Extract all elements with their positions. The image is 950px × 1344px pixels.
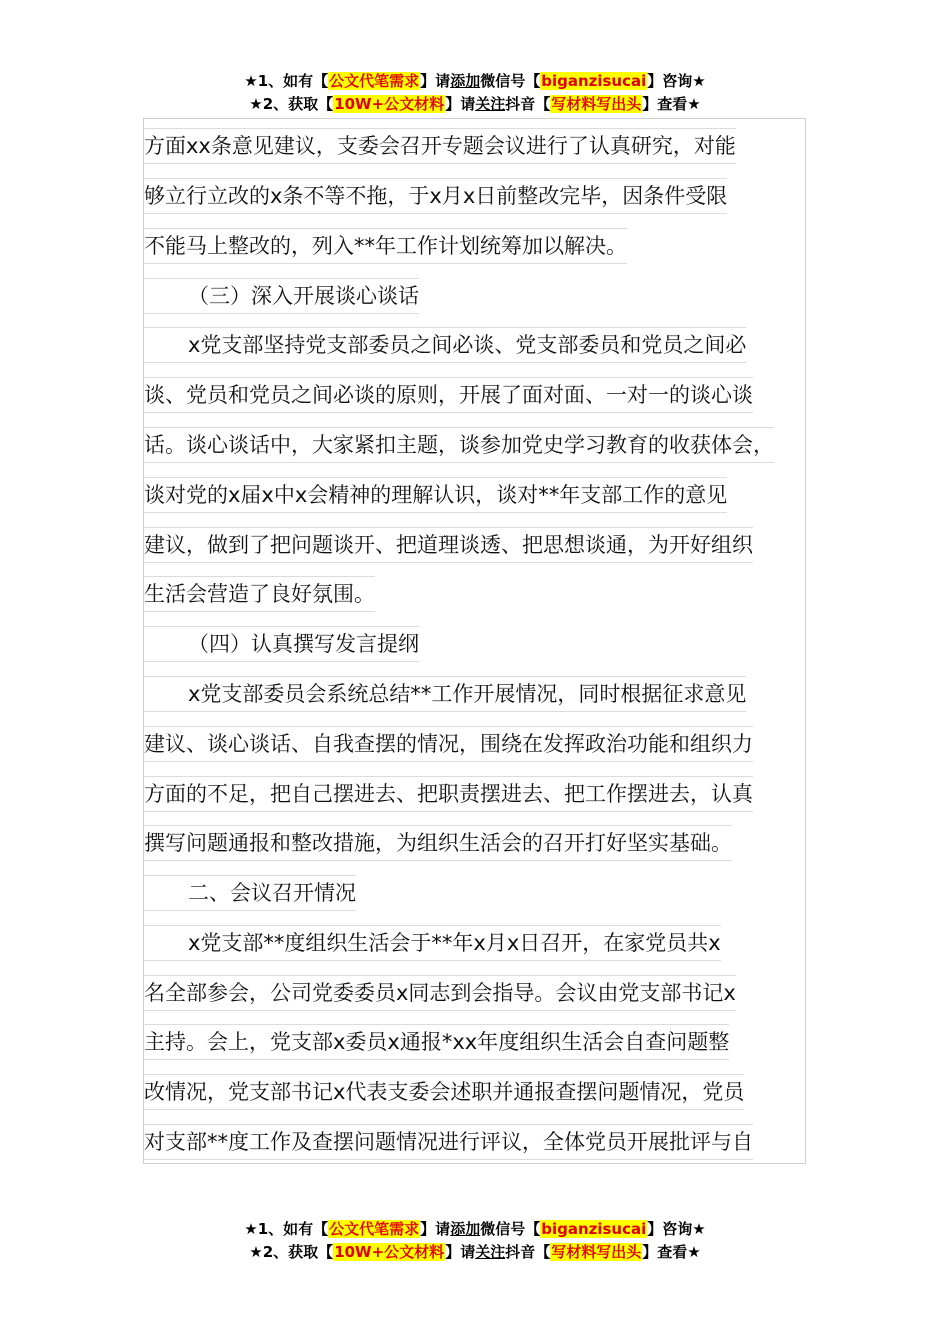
banner-douyin-account: 写材料写出头 [551, 1243, 642, 1261]
text-line: x党支部委员会系统总结**工作开展情况，同时根据征求意见 [144, 676, 746, 712]
banner-wechat-id: biganzisucai [541, 1220, 647, 1238]
banner-highlight: 10W+公文材料 [334, 95, 445, 113]
banner-wechat-id: biganzisucai [541, 72, 647, 90]
text-line: 建议、谈心谈话、自我查摆的情况，围绕在发挥政治功能和组织力 [144, 726, 753, 762]
text-line: 主持。会上，党支部x委员x通报*xx年度组织生活会自查问题整 [144, 1024, 729, 1060]
banner-line-2: ★2、获取【10W+公文材料】请关注抖音【写材料写出头】查看★ [249, 95, 701, 113]
text-line: 谈对党的x届x中x会精神的理解认识，谈对**年支部工作的意见 [144, 477, 727, 513]
text-line: 够立行立改的x条不等不拖，于x月x日前整改完毕，因条件受限 [144, 178, 727, 214]
banner-douyin-account: 写材料写出头 [551, 95, 642, 113]
text-line: 方面xx条意见建议，支委会召开专题会议进行了认真研究，对能 [144, 128, 736, 164]
text-line: 生活会营造了良好氛围。 [144, 576, 375, 612]
footer-banner [0, 1218, 950, 1264]
text-line: 改情况，党支部书记x代表支委会述职并通报查摆问题情况，党员 [144, 1074, 744, 1110]
banner-line-1: ★1、如有【公文代笔需求】请添加微信号【biganzisucai】咨询★ [244, 1220, 706, 1238]
text-line: 话。谈心谈话中，大家紧扣主题，谈参加党史学习教育的收获体会， [144, 427, 774, 463]
text-line: x党支部**度组织生活会于**年x月x日召开，在家党员共x [144, 925, 721, 961]
text-line: 对支部**度工作及查摆问题情况进行评议，全体党员开展批评与自 [144, 1124, 753, 1160]
banner-highlight: 公文代笔需求 [329, 72, 420, 90]
text-line: 名全部参会，公司党委委员x同志到会指导。会议由党支部书记x [144, 975, 736, 1011]
section-heading: 二、会议召开情况 [144, 875, 356, 911]
banner-line-1: ★1、如有【公文代笔需求】请添加微信号【biganzisucai】咨询★ [244, 72, 706, 90]
text-line: 撰写问题通报和整改措施，为组织生活会的召开打好坚实基础。 [144, 825, 732, 861]
header-banner [0, 70, 950, 116]
text-line: 建议，做到了把问题谈开、把道理谈透、把思想谈通，为开好组织 [144, 527, 753, 563]
text-line: x党支部坚持党支部委员之间必谈、党支部委员和党员之间必 [144, 327, 746, 363]
text-line: 谈、党员和党员之间必谈的原则，开展了面对面、一对一的谈心谈 [144, 377, 753, 413]
text-line: 不能马上整改的，列入**年工作计划统筹加以解决。 [144, 228, 627, 264]
section-heading: （三）深入开展谈心谈话 [144, 278, 419, 314]
section-heading: （四）认真撰写发言提纲 [144, 626, 419, 662]
banner-highlight: 10W+公文材料 [334, 1243, 445, 1261]
banner-line-2: ★2、获取【10W+公文材料】请关注抖音【写材料写出头】查看★ [249, 1243, 701, 1261]
banner-highlight: 公文代笔需求 [329, 1220, 420, 1238]
text-line: 方面的不足，把自己摆进去、把职责摆进去、把工作摆进去，认真 [144, 776, 753, 812]
